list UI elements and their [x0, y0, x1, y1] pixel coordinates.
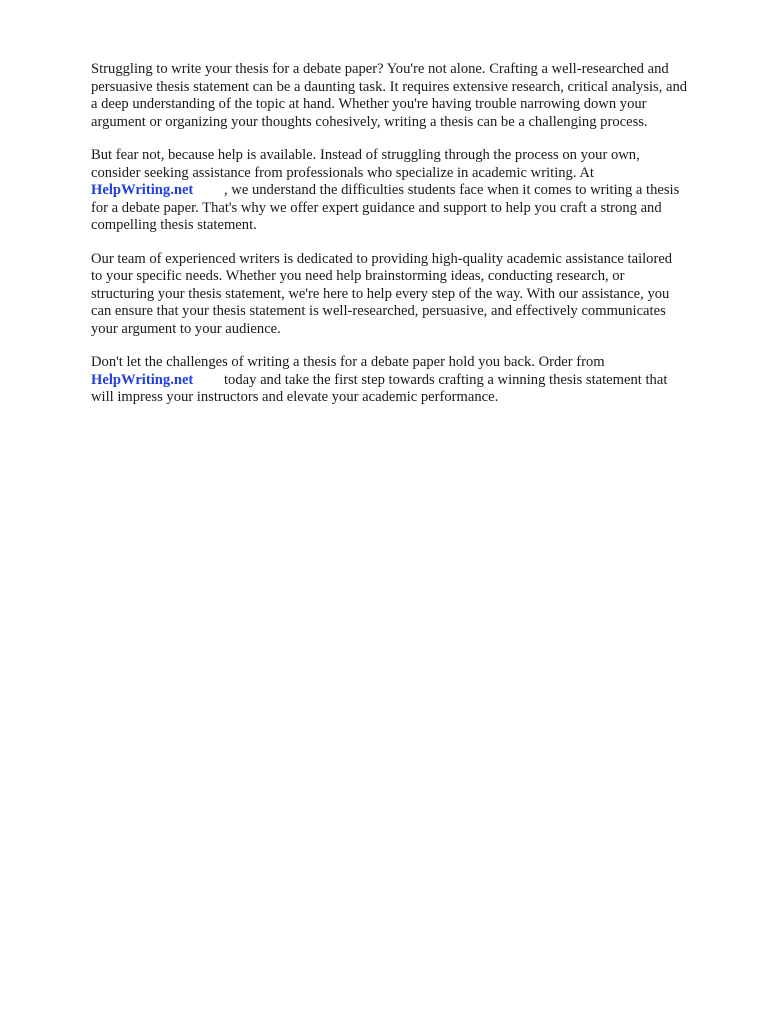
text-fragment: today and take the first step towards crafting a winning thesis statement that	[224, 371, 668, 388]
text-line: Don't let the challenges of writing a thesis for a debate paper hold you back. Order from	[91, 354, 605, 370]
text-line: compelling thesis statement.	[91, 217, 257, 233]
text-line-with-link	[91, 372, 731, 390]
text-line: consider seeking assistance from professionals who specialize in academic writing. At	[91, 164, 594, 181]
paragraph-intro	[91, 61, 731, 131]
text-line: for a debate paper. That's why we offer expert guidance and support to help you craft a strong and	[91, 199, 662, 216]
document-body	[91, 61, 731, 423]
text-line: your argument to your audience.	[91, 320, 281, 337]
paragraph-call-to-action	[91, 354, 731, 407]
text-line: structuring your thesis statement, we're here to help every step of the way. With our assistance, you	[91, 285, 670, 302]
text-line-with-link	[91, 182, 731, 200]
text-line: But fear not, because help is available. Instead of struggling through the process on your own,	[91, 147, 640, 163]
text-line: will impress your instructors and elevate your academic performance.	[91, 389, 499, 405]
text-line: persuasive thesis statement can be a daunting task. It requires extensive research, critical analysis, and	[91, 78, 688, 95]
paragraph-help	[91, 147, 731, 235]
text-fragment: , we understand the difficulties students face when it comes to writing a thesis	[224, 182, 680, 198]
text-line: argument or organizing your thoughts cohesively, writing a thesis can be a challenging process.	[91, 113, 648, 130]
helpwriting-link[interactable]: HelpWriting.net	[91, 182, 194, 198]
text-line: to your specific needs. Whether you need help brainstorming ideas, conducting research, or	[91, 268, 625, 284]
text-line: Our team of experienced writers is dedicated to providing high-quality academic assistance tailored	[91, 250, 673, 267]
text-line: can ensure that your thesis statement is well-researched, persuasive, and effectively communicates	[91, 303, 666, 319]
helpwriting-link[interactable]: HelpWriting.net	[91, 371, 194, 388]
text-line: a deep understanding of the topic at hand. Whether you're having trouble narrowing down your	[91, 96, 647, 112]
paragraph-team	[91, 251, 731, 339]
text-line: Struggling to write your thesis for a debate paper? You're not alone. Crafting a well-researched and	[91, 61, 669, 77]
